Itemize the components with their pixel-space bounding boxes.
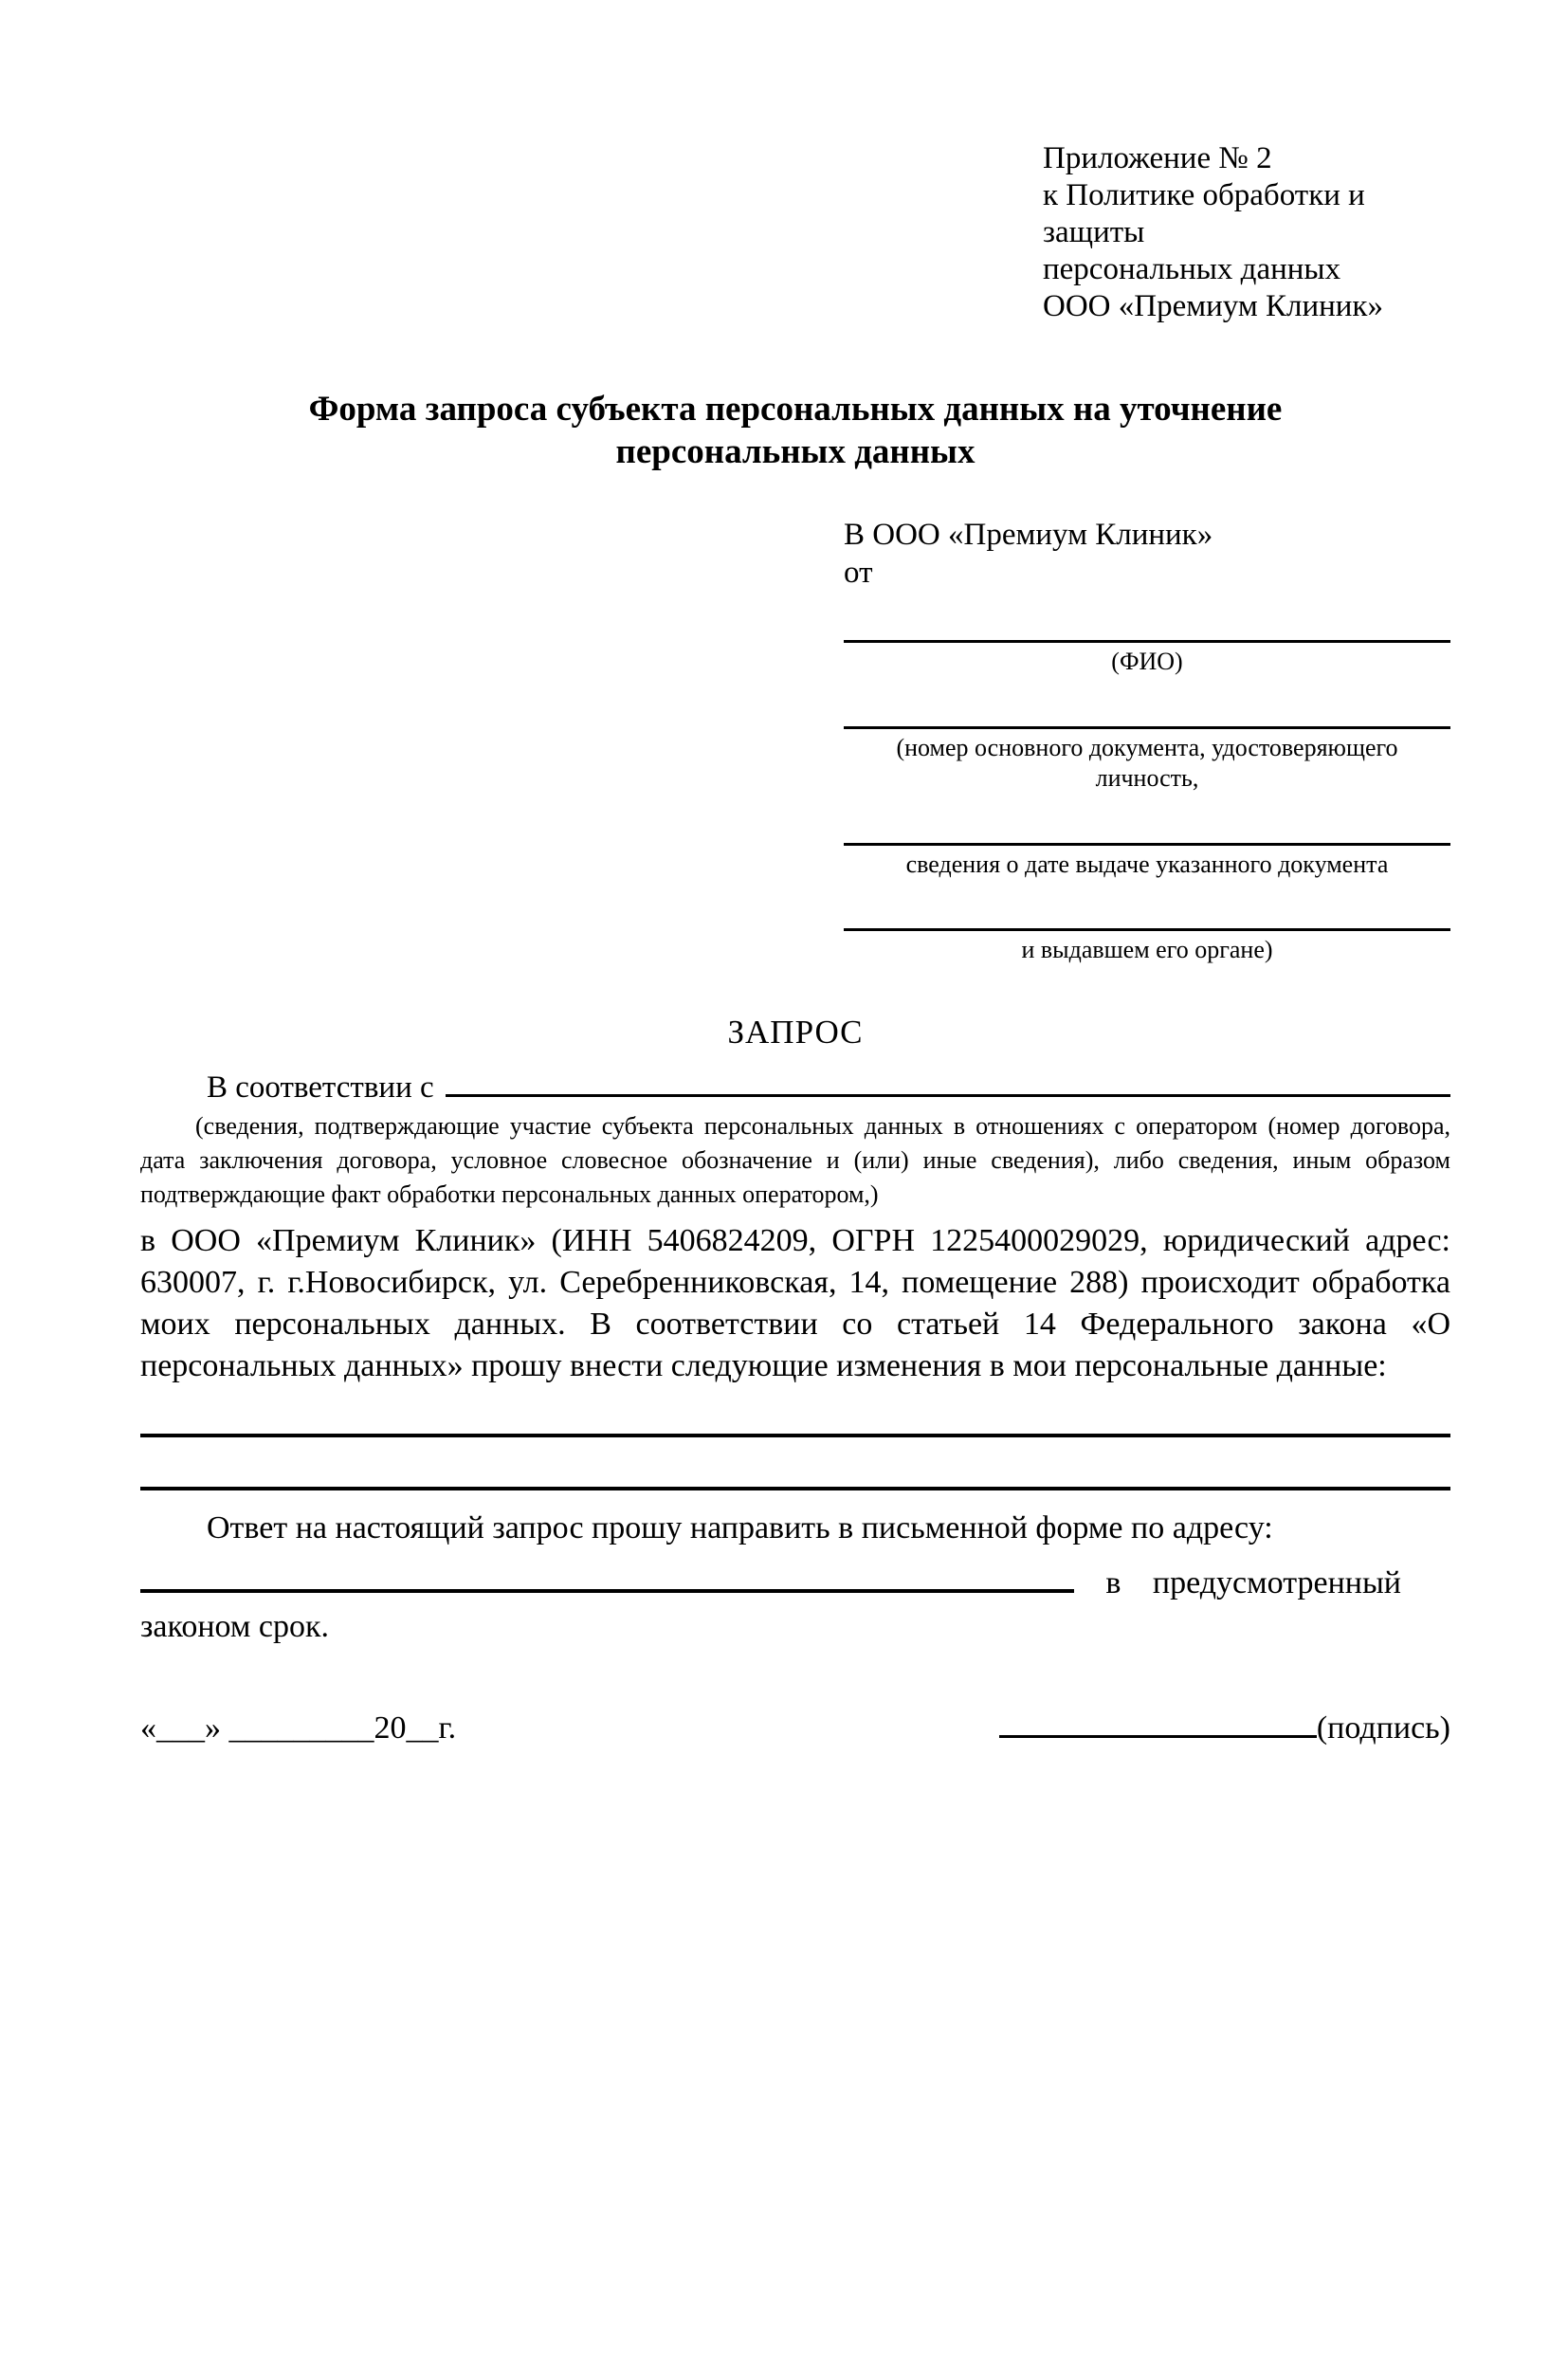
date-line: «___» _________20__г.	[140, 1710, 457, 1746]
document-page	[0, 140, 1568, 2359]
reply-address-blank-line	[140, 1555, 1074, 1593]
signature-caption: (подпись)	[1316, 1710, 1450, 1746]
fio-blank-line	[844, 614, 1450, 643]
changes-blank-line-1	[140, 1388, 1450, 1437]
signature-blank-line	[999, 1704, 1317, 1738]
issue-date-field	[844, 817, 1450, 881]
issuing-authority-blank-line	[844, 903, 1450, 931]
document-number-field	[844, 701, 1450, 795]
issue-date-caption: сведения о дате выдаче указанного документа	[905, 850, 1389, 878]
fio-field	[844, 614, 1450, 678]
basis-prefix: В соответствии с	[207, 1070, 434, 1105]
appendix-header-line: персональных данных	[1043, 251, 1341, 286]
appendix-header	[1043, 140, 1450, 325]
document-number-blank-line	[844, 701, 1450, 729]
basis-line	[140, 1063, 1450, 1106]
reply-end: законом срок.	[140, 1608, 329, 1644]
signature-group	[999, 1704, 1450, 1746]
appendix-header-line: к Политике обработки и защиты	[1043, 177, 1365, 249]
issuing-authority-caption: и выдавшем его органе)	[1021, 936, 1273, 964]
reply-word-b: предусмотренный	[1152, 1564, 1401, 1600]
issue-date-blank-line	[844, 817, 1450, 846]
reply-word-a: в	[1105, 1564, 1121, 1600]
addressee-from: от	[844, 555, 873, 590]
request-body: в ООО «Премиум Клиник» (ИНН 5406824209, ОГРН 1225400029029, юридический адрес: 630007, г. г.Новосибирск, ул. Серебренниковская, 14, помещение 288) происходит обработка моих персональных данных. В соответствии со статьей 14 Федерального закона «О персональных данных» прошу внести следующие изменения в мои персональные данные:	[140, 1222, 1450, 1384]
issuing-authority-field	[844, 903, 1450, 966]
signature-row	[140, 1704, 1450, 1746]
reply-address-line	[140, 1555, 1450, 1601]
reply-paragraph: Ответ на настоящий запрос прошу направить в письменной форме по адресу:	[207, 1509, 1273, 1545]
appendix-header-line: Приложение № 2	[1043, 141, 1272, 175]
fio-caption: (ФИО)	[1111, 648, 1183, 676]
basis-fine-print: (сведения, подтверждающие участие субъекта персональных данных в отношениях с оператором (номер договора, дата заключения договора, условное словесное обозначение и (или) иные сведения), либо сведения, иным образом подтверждающие факт обработки персональных данных оператором,)	[140, 1111, 1450, 1209]
changes-blank-line-2	[140, 1437, 1450, 1490]
request-heading: ЗАПРОС	[727, 1013, 864, 1051]
appendix-header-line: ООО «Премиум Клиник»	[1043, 288, 1383, 323]
addressee-to: В ООО «Премиум Клиник»	[844, 517, 1213, 552]
addressee-block	[844, 517, 1450, 966]
page-title: Форма запроса субъекта персональных данных на уточнение персональных данных	[308, 389, 1283, 471]
document-number-caption: (номер основного документа, удостоверяющего личность,	[896, 733, 1398, 793]
basis-blank-line	[446, 1063, 1450, 1097]
